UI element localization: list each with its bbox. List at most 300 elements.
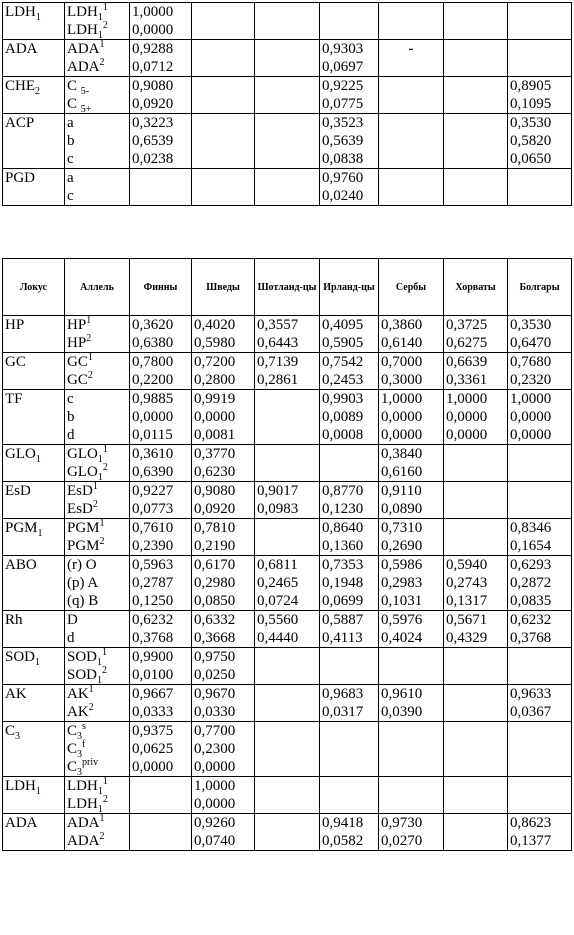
frequency-value: 0,0317 bbox=[322, 704, 364, 720]
frequency-value: 0,9750 bbox=[194, 649, 236, 665]
frequency-value: 0,0838 bbox=[322, 151, 364, 167]
label-text: SOD bbox=[5, 649, 36, 665]
frequency-cell bbox=[379, 611, 444, 648]
table-row bbox=[3, 114, 572, 169]
frequency-cell bbox=[320, 814, 379, 851]
table-row bbox=[3, 169, 572, 206]
allele-name bbox=[67, 169, 127, 187]
frequency-value: 0,9667 bbox=[132, 686, 174, 702]
frequency-value: 0,3768 bbox=[510, 630, 552, 646]
frequency-value: 0,0983 bbox=[257, 501, 299, 517]
frequency-value: 0,2800 bbox=[194, 372, 236, 388]
frequency-cell bbox=[320, 648, 379, 685]
frequency-cell bbox=[255, 777, 320, 814]
locus-cell bbox=[3, 114, 65, 169]
frequency-cell bbox=[130, 3, 192, 40]
allele-name bbox=[67, 500, 127, 518]
label-superscript: 1 bbox=[102, 647, 108, 658]
label-superscript: 2 bbox=[88, 702, 94, 713]
label-text: c bbox=[67, 188, 74, 204]
frequency-value: 0,9919 bbox=[194, 391, 236, 407]
frequency-value: 0,9610 bbox=[381, 686, 423, 702]
frequency-value: 0,7610 bbox=[132, 520, 174, 536]
allele-cell bbox=[65, 777, 130, 814]
allele-name bbox=[67, 703, 127, 721]
frequency-cell bbox=[192, 519, 255, 556]
frequency-value: 0,2320 bbox=[510, 372, 552, 388]
frequency-value: 0,0850 bbox=[194, 593, 236, 609]
locus-cell bbox=[3, 611, 65, 648]
frequency-value: 0,5980 bbox=[194, 335, 236, 351]
locus-name bbox=[5, 556, 62, 574]
frequency-value: 0,5963 bbox=[132, 557, 174, 573]
frequency-value: 0,0115 bbox=[132, 427, 173, 443]
frequency-cell bbox=[320, 611, 379, 648]
frequency-cell bbox=[379, 556, 444, 611]
allele-frequency-table bbox=[2, 258, 572, 851]
label-text: GLO bbox=[67, 446, 98, 462]
allele-name bbox=[67, 758, 127, 776]
locus-name bbox=[5, 482, 62, 500]
allele-name bbox=[67, 316, 127, 334]
frequency-cell bbox=[255, 519, 320, 556]
label-superscript: 1 bbox=[86, 315, 92, 326]
label-superscript: 1 bbox=[102, 444, 108, 455]
frequency-cell bbox=[508, 3, 572, 40]
frequency-cell bbox=[508, 777, 572, 814]
frequency-value: 0,0238 bbox=[132, 151, 174, 167]
header-swedes: Шведы bbox=[192, 259, 255, 316]
allele-cell bbox=[65, 611, 130, 648]
locus-cell bbox=[3, 169, 65, 206]
frequency-cell bbox=[192, 482, 255, 519]
frequency-value: 0,0250 bbox=[194, 667, 236, 683]
frequency-cell bbox=[192, 445, 255, 482]
frequency-value: 0,0740 bbox=[194, 833, 236, 849]
allele-cell bbox=[65, 40, 130, 77]
label-superscript: 2 bbox=[99, 536, 105, 547]
frequency-cell bbox=[444, 611, 508, 648]
allele-name bbox=[67, 40, 127, 58]
frequency-value: 0,3530 bbox=[510, 317, 552, 333]
frequency-value: 0,0697 bbox=[322, 59, 364, 75]
allele-cell bbox=[65, 390, 130, 445]
allele-name bbox=[67, 150, 127, 168]
frequency-cell bbox=[192, 611, 255, 648]
frequency-value: 0,0000 bbox=[381, 409, 423, 425]
frequency-cell bbox=[508, 40, 572, 77]
locus-cell bbox=[3, 77, 65, 114]
label-text: (p) A bbox=[67, 575, 99, 591]
frequency-cell bbox=[192, 114, 255, 169]
label-text: GLO bbox=[5, 446, 36, 462]
frequency-cell bbox=[379, 482, 444, 519]
label-subscript: 1 bbox=[97, 12, 103, 23]
frequency-value: 1,0000 bbox=[132, 4, 174, 20]
allele-name bbox=[67, 611, 127, 629]
frequency-value: 0,2983 bbox=[381, 575, 423, 591]
allele-cell bbox=[65, 648, 130, 685]
allele-cell bbox=[65, 114, 130, 169]
allele-cell bbox=[65, 519, 130, 556]
label-text: C bbox=[67, 759, 78, 775]
frequency-value: 0,6275 bbox=[446, 335, 488, 351]
allele-name bbox=[67, 353, 127, 371]
label-text: LDH bbox=[67, 22, 98, 38]
frequency-value: 0,3668 bbox=[194, 630, 236, 646]
frequency-value: 0,6639 bbox=[446, 354, 488, 370]
frequency-cell bbox=[508, 519, 572, 556]
frequency-value: 0,4024 bbox=[381, 630, 423, 646]
frequency-cell bbox=[379, 814, 444, 851]
table-row bbox=[3, 3, 572, 40]
frequency-value: 0,2690 bbox=[381, 538, 423, 554]
frequency-cell bbox=[508, 611, 572, 648]
label-superscript: 2 bbox=[102, 665, 108, 676]
frequency-cell bbox=[130, 556, 192, 611]
header-scots: Шотланд-цы bbox=[255, 259, 320, 316]
label-superscript: priv bbox=[82, 757, 99, 768]
frequency-value: 0,9683 bbox=[322, 686, 364, 702]
frequency-cell bbox=[192, 40, 255, 77]
allele-name bbox=[67, 537, 127, 555]
label-subscript: 5- bbox=[80, 86, 90, 97]
frequency-value: 0,8905 bbox=[510, 78, 552, 94]
frequency-value: 0,9303 bbox=[322, 41, 364, 57]
frequency-value: 0,2390 bbox=[132, 538, 174, 554]
frequency-cell bbox=[130, 77, 192, 114]
locus-cell bbox=[3, 648, 65, 685]
frequency-cell bbox=[444, 77, 508, 114]
allele-name bbox=[67, 556, 127, 574]
label-superscript: 1 bbox=[99, 518, 105, 529]
locus-name bbox=[5, 519, 62, 537]
frequency-value: 0,5671 bbox=[446, 612, 488, 628]
frequency-value: 0,6443 bbox=[257, 335, 299, 351]
frequency-cell bbox=[130, 611, 192, 648]
locus-cell bbox=[3, 445, 65, 482]
table-row bbox=[3, 390, 572, 445]
label-superscript: 2 bbox=[92, 499, 98, 510]
frequency-value: 0,4329 bbox=[446, 630, 488, 646]
frequency-value: 0,5639 bbox=[322, 133, 364, 149]
frequency-value: 0,6470 bbox=[510, 335, 552, 351]
frequency-value: 0,9080 bbox=[194, 483, 236, 499]
label-text: LDH bbox=[67, 4, 98, 20]
frequency-cell bbox=[379, 390, 444, 445]
frequency-value: 0,0000 bbox=[132, 22, 174, 38]
frequency-cell bbox=[444, 648, 508, 685]
header-bulgarians: Болгары bbox=[508, 259, 572, 316]
frequency-cell bbox=[444, 814, 508, 851]
locus-cell bbox=[3, 316, 65, 353]
frequency-cell bbox=[508, 169, 572, 206]
frequency-cell bbox=[508, 648, 572, 685]
label-text: (r) O bbox=[67, 557, 97, 573]
allele-name bbox=[67, 629, 127, 647]
frequency-cell bbox=[320, 519, 379, 556]
frequency-table-continued-body bbox=[3, 3, 572, 206]
table-row bbox=[3, 77, 572, 114]
frequency-cell bbox=[444, 777, 508, 814]
frequency-value: 1,0000 bbox=[446, 391, 488, 407]
label-superscript: 1 bbox=[102, 776, 108, 787]
frequency-cell bbox=[379, 353, 444, 390]
label-text: CHE bbox=[5, 78, 35, 94]
frequency-value: 0,6380 bbox=[132, 335, 174, 351]
frequency-cell bbox=[130, 316, 192, 353]
frequency-cell bbox=[379, 648, 444, 685]
table-row bbox=[3, 814, 572, 851]
header-allele: Аллель bbox=[65, 259, 130, 316]
frequency-value: 0,6170 bbox=[194, 557, 236, 573]
frequency-value: 0,3725 bbox=[446, 317, 488, 333]
frequency-value: 0,2200 bbox=[132, 372, 174, 388]
frequency-value: 0,6230 bbox=[194, 464, 236, 480]
frequency-cell bbox=[508, 814, 572, 851]
frequency-cell bbox=[192, 556, 255, 611]
allele-name bbox=[67, 445, 127, 463]
label-subscript: 2 bbox=[35, 86, 40, 97]
frequency-value: 0,0650 bbox=[510, 151, 552, 167]
allele-name bbox=[67, 832, 127, 850]
frequency-value: 0,9760 bbox=[322, 170, 364, 186]
label-superscript: 2 bbox=[102, 462, 108, 473]
frequency-value: 0,2465 bbox=[257, 575, 299, 591]
frequency-value: 0,9375 bbox=[132, 723, 174, 739]
frequency-value: 0,6140 bbox=[381, 335, 423, 351]
frequency-value: 0,7000 bbox=[381, 354, 423, 370]
table-row bbox=[3, 685, 572, 722]
label-text: ADA bbox=[67, 815, 100, 831]
label-text: d bbox=[67, 427, 75, 443]
frequency-cell bbox=[444, 482, 508, 519]
frequency-cell bbox=[508, 482, 572, 519]
frequency-cell bbox=[130, 445, 192, 482]
label-subscript: 1 bbox=[97, 657, 103, 668]
frequency-cell bbox=[444, 519, 508, 556]
frequency-cell bbox=[508, 77, 572, 114]
frequency-value: 0,0089 bbox=[322, 409, 364, 425]
allele-name bbox=[67, 814, 127, 832]
frequency-value: 0,1654 bbox=[510, 538, 552, 554]
frequency-value: 0,9227 bbox=[132, 483, 174, 499]
frequency-value: 0,9633 bbox=[510, 686, 552, 702]
locus-cell bbox=[3, 777, 65, 814]
frequency-cell bbox=[320, 390, 379, 445]
label-superscript: 1 bbox=[99, 813, 105, 824]
frequency-cell bbox=[508, 353, 572, 390]
frequency-cell bbox=[508, 722, 572, 777]
frequency-cell bbox=[444, 169, 508, 206]
frequency-value: 0,9418 bbox=[322, 815, 364, 831]
frequency-value: 0,7810 bbox=[194, 520, 236, 536]
frequency-value: 0,1250 bbox=[132, 593, 174, 609]
allele-cell bbox=[65, 814, 130, 851]
allele-name bbox=[67, 426, 127, 444]
frequency-cell bbox=[130, 814, 192, 851]
frequency-value: 0,5905 bbox=[322, 335, 364, 351]
frequency-cell bbox=[255, 482, 320, 519]
frequency-cell bbox=[130, 722, 192, 777]
allele-cell bbox=[65, 353, 130, 390]
frequency-value: 0,4095 bbox=[322, 317, 364, 333]
frequency-value: 0,0920 bbox=[132, 96, 174, 112]
label-text: ADA bbox=[5, 41, 38, 57]
allele-cell bbox=[65, 3, 130, 40]
allele-name bbox=[67, 666, 127, 684]
allele-name bbox=[67, 740, 127, 758]
frequency-cell bbox=[255, 390, 320, 445]
frequency-value: 0,4020 bbox=[194, 317, 236, 333]
allele-cell bbox=[65, 685, 130, 722]
frequency-value: 0,3840 bbox=[381, 446, 423, 462]
label-text: a bbox=[67, 170, 74, 186]
frequency-value: 0,3768 bbox=[132, 630, 174, 646]
allele-cell bbox=[65, 316, 130, 353]
frequency-cell bbox=[379, 685, 444, 722]
locus-name bbox=[5, 777, 62, 795]
label-subscript: 3 bbox=[15, 731, 21, 742]
frequency-value: 0,6160 bbox=[381, 464, 423, 480]
allele-name bbox=[67, 3, 127, 21]
frequency-cell bbox=[508, 685, 572, 722]
frequency-value: 1,0000 bbox=[194, 778, 236, 794]
frequency-value: 0,0724 bbox=[257, 593, 299, 609]
frequency-value: 0,2787 bbox=[132, 575, 174, 591]
frequency-value: 0,9017 bbox=[257, 483, 299, 499]
label-text: ADA bbox=[67, 59, 100, 75]
frequency-table-continued bbox=[2, 2, 572, 206]
frequency-value: 0,9670 bbox=[194, 686, 236, 702]
frequency-value: 0,6293 bbox=[510, 557, 552, 573]
frequency-value: 0,2453 bbox=[322, 372, 364, 388]
frequency-value: 1,0000 bbox=[381, 391, 423, 407]
frequency-value: 0,3610 bbox=[132, 446, 174, 462]
locus-name bbox=[5, 685, 62, 703]
locus-cell bbox=[3, 40, 65, 77]
frequency-value: 0,0330 bbox=[194, 704, 236, 720]
frequency-value: 0,1948 bbox=[322, 575, 364, 591]
allele-name bbox=[67, 592, 127, 610]
frequency-value: 0,6332 bbox=[194, 612, 236, 628]
frequency-value: 0,8623 bbox=[510, 815, 552, 831]
frequency-value: 0,0100 bbox=[132, 667, 174, 683]
label-superscript: 2 bbox=[102, 20, 108, 31]
locus-name bbox=[5, 353, 62, 371]
locus-cell bbox=[3, 722, 65, 777]
frequency-value: 0,9885 bbox=[132, 391, 174, 407]
table-row bbox=[3, 722, 572, 777]
label-text: EsD bbox=[67, 501, 93, 517]
label-text: ADA bbox=[67, 41, 100, 57]
frequency-cell bbox=[320, 3, 379, 40]
frequency-value: 0,9900 bbox=[132, 649, 174, 665]
frequency-cell bbox=[379, 519, 444, 556]
label-text: C bbox=[5, 723, 16, 739]
frequency-cell bbox=[320, 722, 379, 777]
table-row bbox=[3, 519, 572, 556]
locus-cell bbox=[3, 390, 65, 445]
label-superscript: f bbox=[82, 739, 86, 750]
frequency-cell bbox=[379, 722, 444, 777]
frequency-cell bbox=[255, 722, 320, 777]
table-row bbox=[3, 556, 572, 611]
frequency-cell bbox=[444, 390, 508, 445]
label-superscript: 2 bbox=[86, 333, 92, 344]
frequency-cell bbox=[130, 519, 192, 556]
label-text: D bbox=[67, 612, 78, 628]
frequency-value: 0,8640 bbox=[322, 520, 364, 536]
frequency-cell bbox=[320, 40, 379, 77]
frequency-value: 0,1360 bbox=[322, 538, 364, 554]
frequency-cell bbox=[130, 40, 192, 77]
table-row bbox=[3, 40, 572, 77]
frequency-value: 0,3770 bbox=[194, 446, 236, 462]
frequency-cell bbox=[192, 814, 255, 851]
frequency-value: 0,9903 bbox=[322, 391, 364, 407]
locus-name bbox=[5, 316, 62, 334]
frequency-cell bbox=[320, 77, 379, 114]
label-subscript: 1 bbox=[97, 804, 103, 815]
label-text: C bbox=[67, 723, 78, 739]
frequency-cell bbox=[255, 814, 320, 851]
frequency-value: 0,0270 bbox=[381, 833, 423, 849]
allele-name bbox=[67, 777, 127, 795]
frequency-value: 0,0008 bbox=[322, 427, 364, 443]
label-text: ABO bbox=[5, 557, 37, 573]
frequency-value: 0,1031 bbox=[381, 593, 423, 609]
frequency-value: 0,0000 bbox=[510, 427, 552, 443]
frequency-cell bbox=[255, 611, 320, 648]
frequency-cell bbox=[192, 390, 255, 445]
label-subscript: 1 bbox=[35, 786, 41, 797]
frequency-cell bbox=[444, 40, 508, 77]
frequency-value: 0,5986 bbox=[381, 557, 423, 573]
label-subscript: 1 bbox=[97, 675, 103, 686]
frequency-value: 0,3620 bbox=[132, 317, 174, 333]
table-header-row bbox=[3, 259, 572, 316]
frequency-cell bbox=[379, 445, 444, 482]
label-subscript: 3 bbox=[77, 749, 83, 760]
label-superscript: 2 bbox=[102, 794, 108, 805]
frequency-cell bbox=[130, 777, 192, 814]
label-text: (q) B bbox=[67, 593, 99, 609]
frequency-value: 0,7700 bbox=[194, 723, 236, 739]
label-text: SOD bbox=[67, 649, 98, 665]
label-text: AK bbox=[67, 704, 89, 720]
allele-name bbox=[67, 371, 127, 389]
frequency-value: 0,1095 bbox=[510, 96, 552, 112]
allele-name bbox=[67, 114, 127, 132]
label-superscript: 2 bbox=[99, 57, 105, 68]
frequency-cell bbox=[255, 77, 320, 114]
label-text: b bbox=[67, 133, 75, 149]
locus-cell bbox=[3, 519, 65, 556]
frequency-cell bbox=[444, 445, 508, 482]
label-text: C bbox=[67, 78, 81, 94]
frequency-cell bbox=[320, 353, 379, 390]
frequency-cell bbox=[320, 316, 379, 353]
frequency-value: 0,9260 bbox=[194, 815, 236, 831]
label-subscript: 1 bbox=[97, 786, 103, 797]
frequency-value: 0,0712 bbox=[132, 59, 174, 75]
locus-name bbox=[5, 77, 62, 95]
frequency-value: 0,6539 bbox=[132, 133, 174, 149]
header-croats: Хорваты bbox=[444, 259, 508, 316]
frequency-value: 0,2861 bbox=[257, 372, 299, 388]
label-text: c bbox=[67, 151, 74, 167]
